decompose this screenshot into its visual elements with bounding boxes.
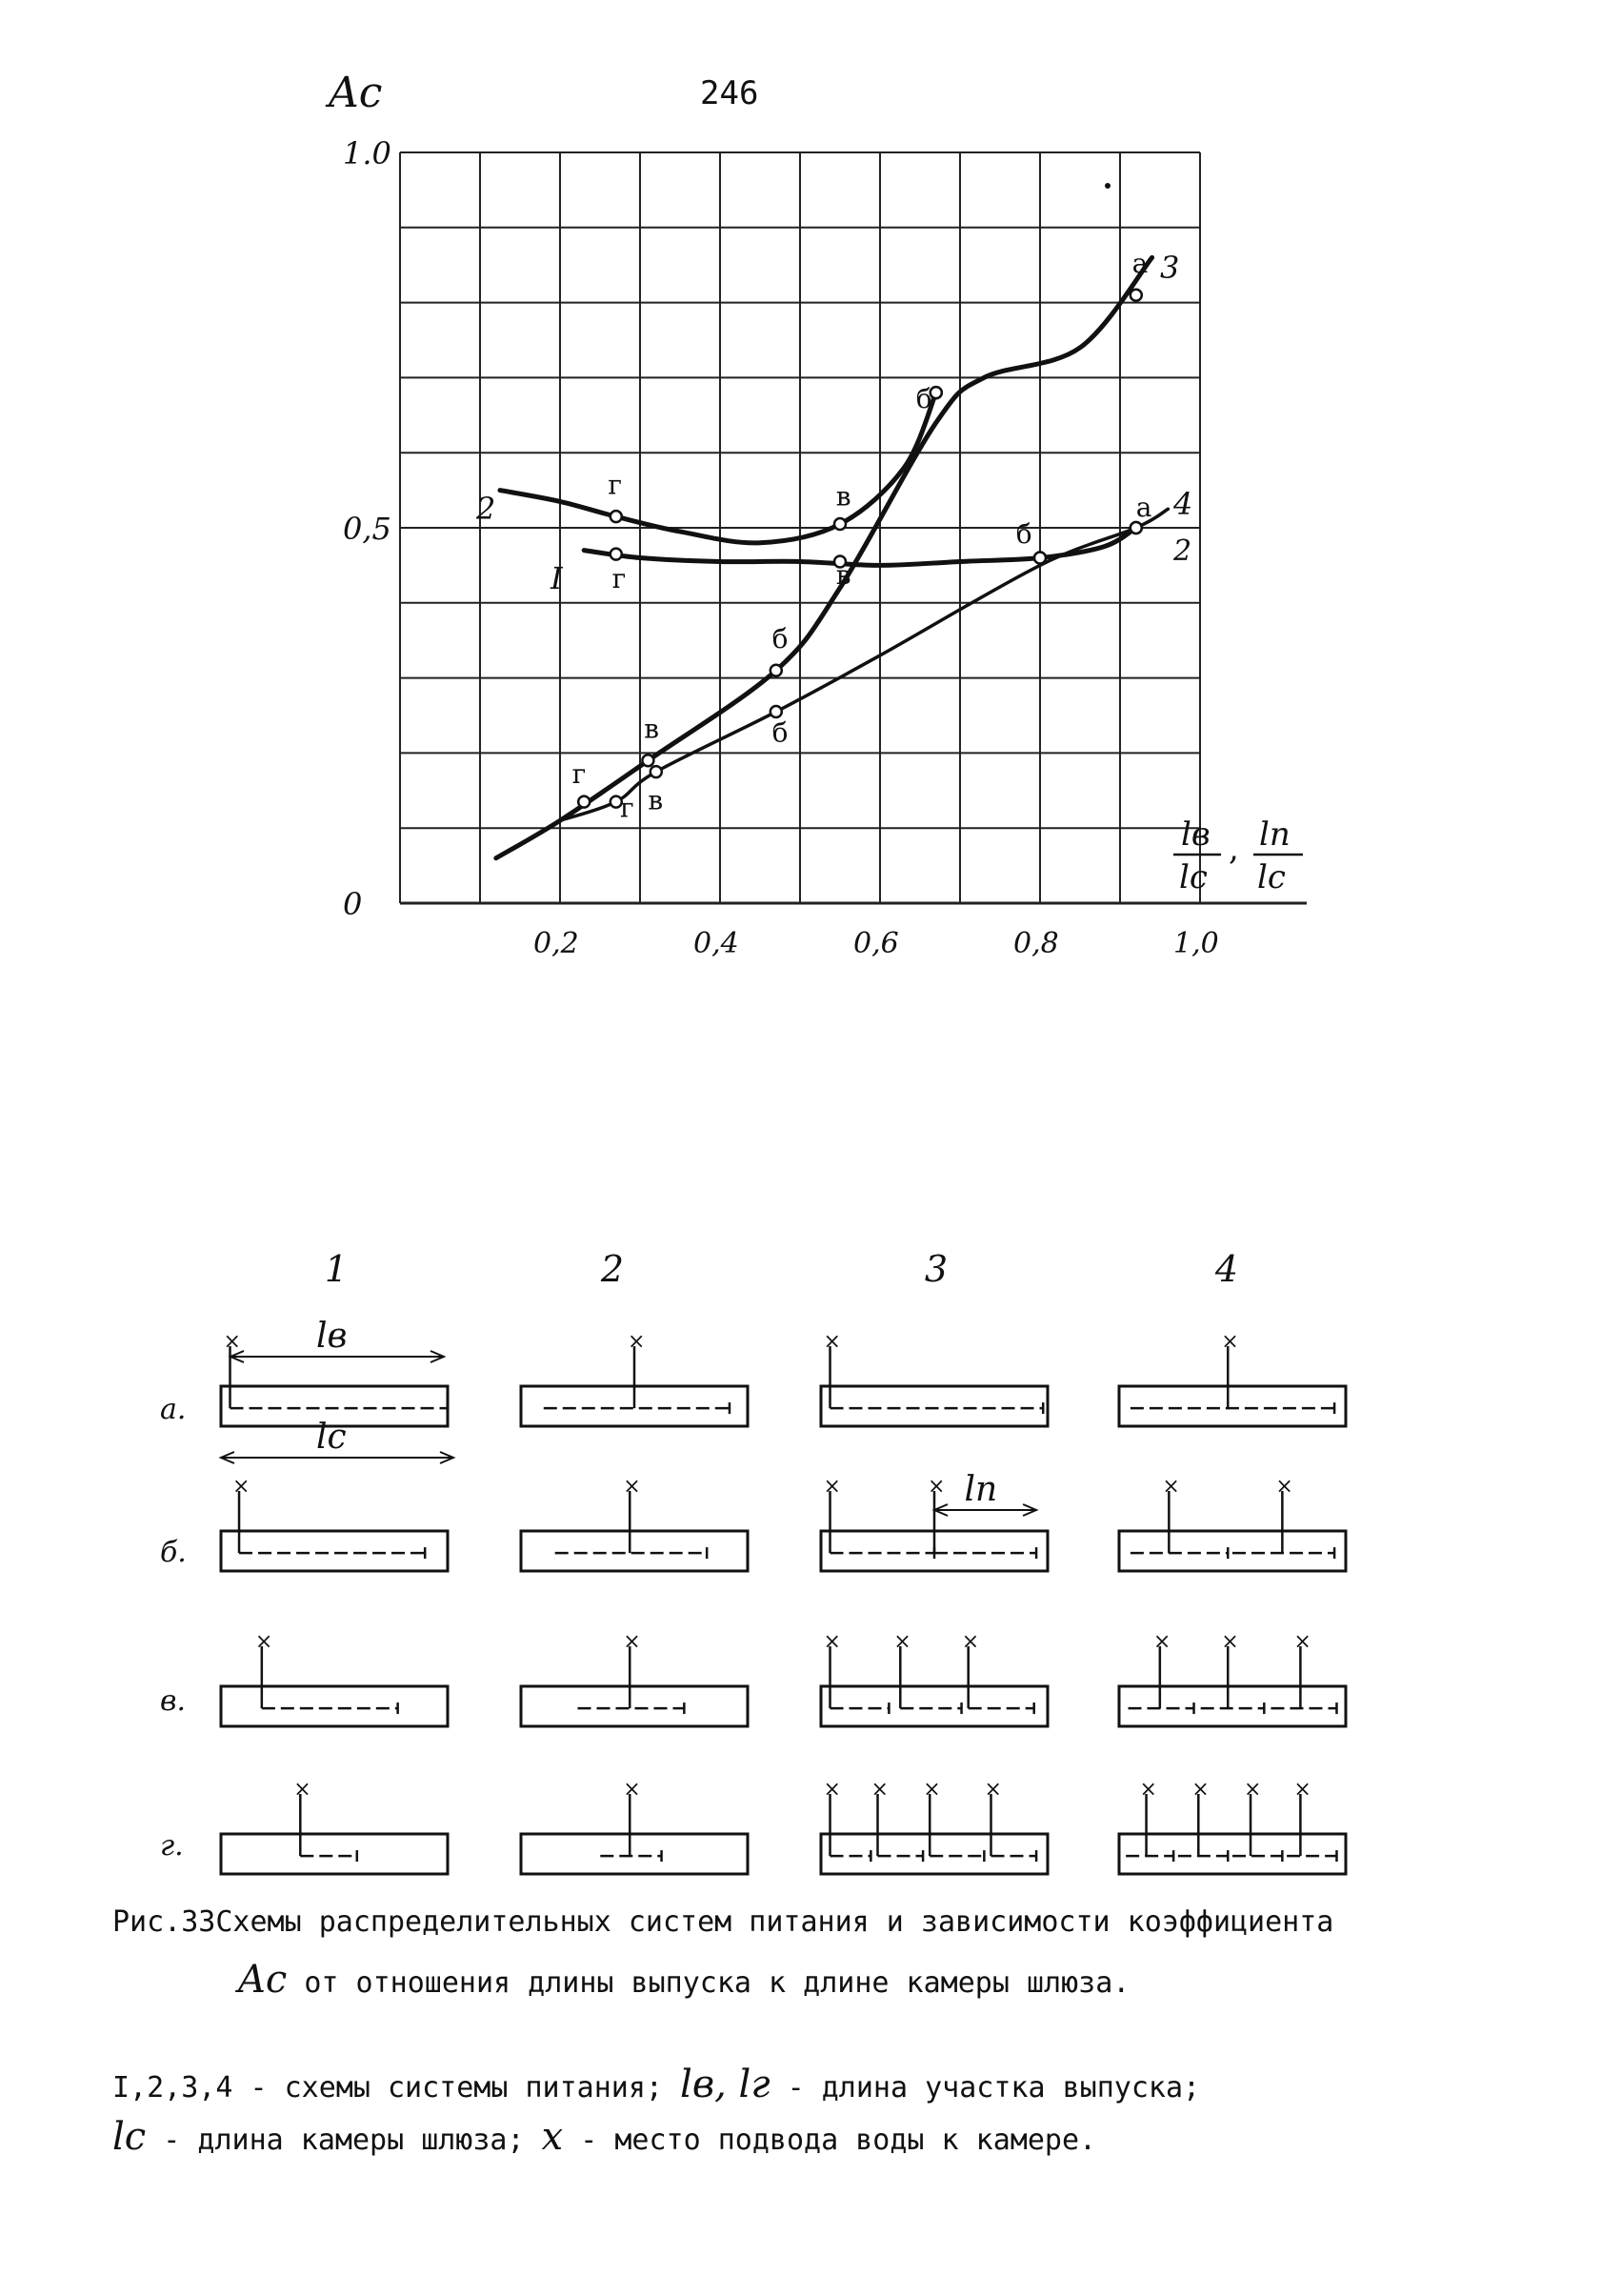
lock-chamber-box	[521, 1686, 748, 1726]
water-inlet-icon: ×	[823, 1778, 841, 1802]
point-letter-label: г	[620, 792, 634, 824]
water-inlet-icon: ×	[223, 1330, 241, 1354]
lock-chamber-box	[821, 1686, 1048, 1726]
point-letter-label: а	[1135, 492, 1152, 524]
water-inlet-icon: ×	[1191, 1778, 1210, 1802]
point-letter-label: в	[648, 784, 664, 816]
data-point	[1034, 553, 1046, 564]
legend-line2-a: - длина камеры шлюза;	[163, 2124, 525, 2157]
point-letter-label: г	[608, 469, 623, 501]
figure-caption-line1: Рис.33Схемы распределительных систем питания и зависимости коэффициента	[112, 1905, 1334, 1939]
x-tick-label: 0,6	[853, 927, 899, 960]
scheme-1-1	[221, 1475, 448, 1571]
point-letter-label: в	[644, 713, 659, 745]
data-point	[610, 511, 622, 522]
legend-line1-b: - длина участка выпуска;	[787, 2071, 1201, 2105]
data-point	[1131, 522, 1142, 534]
water-inlet-icon: ×	[1293, 1630, 1311, 1654]
x-label-1-den: lc	[1179, 858, 1208, 896]
chart-curves	[496, 257, 1169, 857]
water-inlet-icon: ×	[1244, 1778, 1262, 1802]
data-point	[1131, 290, 1142, 301]
water-inlet-icon: ×	[623, 1778, 641, 1802]
point-letter-label: б	[771, 623, 789, 655]
legend-line2-b: - место подвода воды к камере.	[580, 2124, 1097, 2157]
y-tick-label: 0,5	[343, 511, 391, 547]
y-tick-label: 0	[343, 886, 363, 922]
series-label-1-left: I	[550, 560, 563, 596]
scheme-1-2	[221, 1630, 448, 1726]
lock-chamber-box	[821, 1834, 1048, 1874]
water-inlet-icon: ×	[623, 1630, 641, 1654]
data-point	[770, 706, 782, 717]
scheme-4-3	[1119, 1778, 1346, 1874]
water-inlet-icon: ×	[254, 1630, 273, 1654]
lock-chamber-box	[221, 1531, 448, 1571]
scheme-3-2	[821, 1630, 1048, 1726]
scheme-3-1	[821, 1475, 1048, 1571]
x-tick-label: 0,2	[533, 927, 579, 960]
series-line-2	[500, 393, 936, 543]
page-number: 246	[700, 74, 759, 112]
x-label-2-num: lп	[1259, 816, 1291, 854]
data-point	[834, 518, 846, 530]
chart-points	[578, 290, 1142, 808]
row-letter-a: а.	[160, 1393, 187, 1426]
water-inlet-icon: ×	[623, 1475, 641, 1499]
data-point	[770, 665, 782, 676]
scheme-header-3: 3	[924, 1248, 949, 1290]
scheme-2-2	[521, 1630, 748, 1726]
lock-chamber-box	[221, 1834, 448, 1874]
data-point	[650, 766, 662, 777]
x-label-1-num: lв	[1181, 816, 1211, 854]
point-letter-label: б	[1015, 517, 1032, 550]
lock-chamber-box	[221, 1686, 448, 1726]
water-inlet-icon: ×	[1293, 1778, 1311, 1802]
water-inlet-icon: ×	[893, 1630, 911, 1654]
figure-caption-line2	[238, 1958, 1130, 2002]
water-inlet-icon: ×	[1152, 1630, 1171, 1654]
water-inlet-icon: ×	[232, 1475, 250, 1499]
point-letter-label: а	[1131, 248, 1149, 280]
dim-lc-label: lc	[316, 1418, 347, 1457]
legend-symbols-lv-lg: lв, lг	[680, 2063, 770, 2106]
scheme-4-0	[1119, 1330, 1346, 1426]
water-inlet-icon: ×	[1221, 1630, 1239, 1654]
x-tick-label: 1,0	[1173, 927, 1219, 960]
water-inlet-icon: ×	[1162, 1475, 1180, 1499]
dim-lp-label: lп	[964, 1470, 998, 1509]
scheme-diagrams	[221, 1317, 1346, 1874]
water-inlet-icon: ×	[961, 1630, 980, 1654]
scheme-4-1	[1119, 1475, 1346, 1571]
water-inlet-icon: ×	[1275, 1475, 1293, 1499]
lock-chamber-box	[521, 1834, 748, 1874]
x-tick-label: 0,8	[1013, 927, 1059, 960]
x-label-2-den: lc	[1257, 858, 1286, 896]
lock-chamber-box	[1119, 1531, 1346, 1571]
legend-symbol-x: x	[541, 2115, 564, 2159]
svg-text:,: ,	[1229, 830, 1239, 868]
scheme-4-2	[1119, 1630, 1346, 1726]
lock-chamber-box	[1119, 1386, 1346, 1426]
legend-symbol-lc: lc	[112, 2115, 147, 2159]
lock-chamber-box	[521, 1531, 748, 1571]
point-letter-label: г	[571, 757, 587, 790]
x-axis-label	[1173, 816, 1303, 896]
legend-line1-a: I,2,3,4 - схемы системы питания;	[112, 2071, 663, 2105]
scheme-header-4: 4	[1214, 1248, 1239, 1290]
scheme-3-3	[821, 1778, 1048, 1874]
lock-chamber-box	[1119, 1686, 1346, 1726]
series-label-3: 3	[1160, 250, 1180, 286]
data-point	[610, 549, 622, 560]
water-inlet-icon: ×	[628, 1330, 646, 1354]
water-inlet-icon: ×	[823, 1475, 841, 1499]
point-letter-label: г	[611, 563, 627, 595]
lock-chamber-box	[821, 1386, 1048, 1426]
row-letter-v: в.	[160, 1684, 186, 1718]
dim-lv-label: lв	[316, 1317, 348, 1356]
water-inlet-icon: ×	[823, 1630, 841, 1654]
x-tick-label: 0,4	[693, 927, 739, 960]
scheme-2-0	[521, 1330, 748, 1426]
water-inlet-icon: ×	[923, 1778, 941, 1802]
series-label-2-right: 2	[1173, 534, 1192, 568]
water-inlet-icon: ×	[1221, 1330, 1239, 1354]
legend-line1	[112, 2063, 1200, 2106]
water-inlet-icon: ×	[293, 1778, 311, 1802]
scheme-3-0	[821, 1330, 1048, 1426]
scheme-2-1	[521, 1475, 748, 1571]
point-letter-label: в	[835, 480, 851, 513]
water-inlet-icon: ×	[984, 1778, 1002, 1802]
row-letter-g: г.	[160, 1829, 184, 1863]
stray-dot	[1105, 183, 1111, 189]
scheme-2-3	[521, 1778, 748, 1874]
data-point	[642, 755, 653, 766]
y-axis-label: Ac	[329, 69, 383, 117]
water-inlet-icon: ×	[928, 1475, 946, 1499]
water-inlet-icon: ×	[871, 1778, 889, 1802]
chart-labels	[475, 183, 1192, 823]
water-inlet-icon: ×	[823, 1330, 841, 1354]
point-letter-label: в	[835, 559, 851, 592]
point-letter-label: б	[771, 716, 789, 749]
water-inlet-icon: ×	[1139, 1778, 1157, 1802]
data-point	[578, 796, 590, 808]
series-label-4: 4	[1173, 486, 1193, 522]
scheme-1-3	[221, 1778, 448, 1874]
series-label-2-left: 2	[476, 491, 496, 527]
scheme-header-2: 2	[600, 1248, 625, 1290]
lock-chamber-box	[1119, 1834, 1346, 1874]
point-letter-label: б	[915, 382, 932, 414]
caption-symbol-ac: Ac	[238, 1958, 288, 2002]
y-tick-label: 1.0	[343, 135, 391, 171]
legend-line2	[112, 2115, 1096, 2159]
scheme-header-1: 1	[324, 1248, 349, 1290]
row-letter-b: б.	[160, 1536, 187, 1569]
caption-line2-text: от отношения длины выпуска к длине камеры шлюза.	[304, 1966, 1131, 2000]
